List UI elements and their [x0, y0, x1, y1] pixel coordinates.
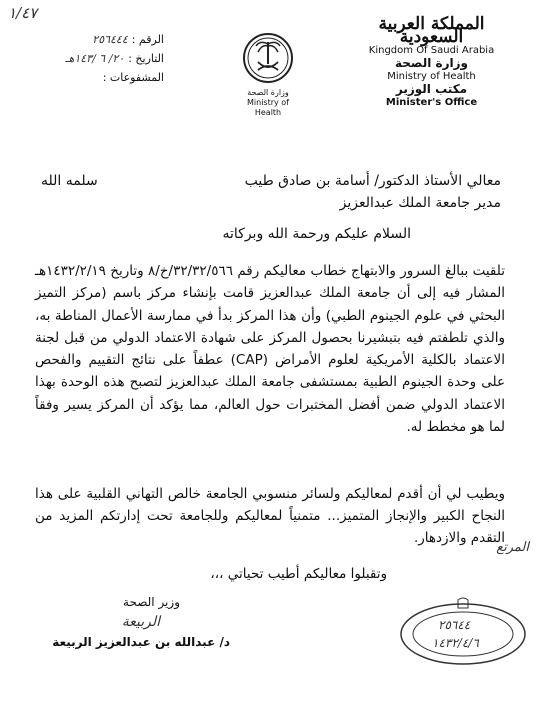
ministry-emblem [233, 28, 303, 118]
closing-line: وتقبلوا معاليكم أطيب تحياتي ،،، [210, 566, 387, 582]
office-name-en: Minister's Office [385, 97, 478, 108]
kingdom-name-en: Kingdom Of Saudi Arabia [368, 45, 495, 56]
stamp-seal-icon [398, 596, 528, 668]
signature-block [30, 592, 230, 652]
kingdom-name-ar: المملكة العربية السعودية [378, 14, 485, 47]
emblem-caption-ar: وزارة الصحة [247, 88, 289, 97]
corner-handwritten-mark [8, 4, 37, 22]
ministry-name-en: Ministry of Health [387, 71, 476, 82]
addressee-line1 [41, 170, 501, 192]
stamp-number: ٢٥٦٤٤ [438, 618, 471, 632]
handwritten-signature: الربيعة [121, 614, 160, 630]
signatory-title: وزير الصحة [123, 595, 180, 609]
attachments-label: المشفوعات : [102, 71, 164, 84]
corner-mark-text: ١/٤٧ [8, 4, 38, 22]
date-label: التاريخ : [128, 52, 164, 65]
stamp-date: ١٤٣٢/٤/٦ [432, 636, 479, 650]
letterhead [344, 14, 519, 109]
office-stamp [398, 596, 528, 668]
attachments-row [14, 68, 164, 87]
addressee-title: مدير جامعة الملك عبدالعزيز [339, 195, 501, 211]
ministry-name-ar: وزارة الصحة [394, 56, 469, 70]
reference-block [14, 30, 164, 87]
addressee-name: معالي الأستاذ الدكتور/ أسامة بن صادق طيب [244, 173, 501, 189]
greeting: السلام عليكم ورحمة الله وبركاته [222, 226, 411, 242]
handwritten-note: المرتع [496, 540, 529, 555]
body-paragraph-2: ويطيب لي أن أقدم لمعاليكم ولسائر منسوبي الجامعة خالص التهاني القلبية على هذا النجاح الكبير والإنجاز المتميز... متمنياً لمعاليكم وللجامعة تحت إدارتكم المزيد من التقدم والازدهار. [35, 486, 505, 546]
addressee-block [41, 170, 501, 214]
date-row [14, 49, 164, 68]
emblem-caption-en: Ministry of Health [247, 98, 289, 117]
ref-label: الرقم : [131, 33, 164, 46]
ref-value: ٢٥٦٤٤٤ [92, 33, 128, 46]
signatory-name: د/ عبدالله بن عبدالعزيز الربيعة [52, 635, 230, 649]
body-paragraph-1: تلقيت ببالغ السرور والابتهاج خطاب معاليكم رقم ٣٢/٣٢/٥٦٦/خ/٨ وتاريخ ١٤٣٢/٢/١٩هـ المشار فيه إلى أن جامعة الملك عبدالعزيز قامت بإنشاء مركز باسم (مركز التميز البحثي في علوم الجينوم الطبي) وأن هذا المركز بدأ في ممارسة الأعمال المناطة به، والذي تلطفتم فيه بتبشيرنا بحصول المركز على شهادة الاعتماد الدولي من قبل لجنة الاعتماد بالكلية الأمريكية لعلوم الأمراض (CAP) عطفاً على نتائج التقييم والفحص على وحدة الجينوم الطبية بمستشفى جامعة الملك عبدالعزيز لتصبح هذه الوحدة بهذا الاعتماد الدولي ضمن أفضل المختبرات حول العالم، مما يؤكد أن المركز يسير وفقاً لما هو مخطط له. [35, 263, 505, 436]
palm-swords-icon [240, 28, 296, 84]
addressee-salutation: سلمه الله [41, 173, 98, 189]
ref-row [14, 30, 164, 49]
office-name-ar: مكتب الوزير [395, 82, 468, 96]
date-value: ٢٠/ ٦ /١٤٣هـ [65, 52, 125, 65]
